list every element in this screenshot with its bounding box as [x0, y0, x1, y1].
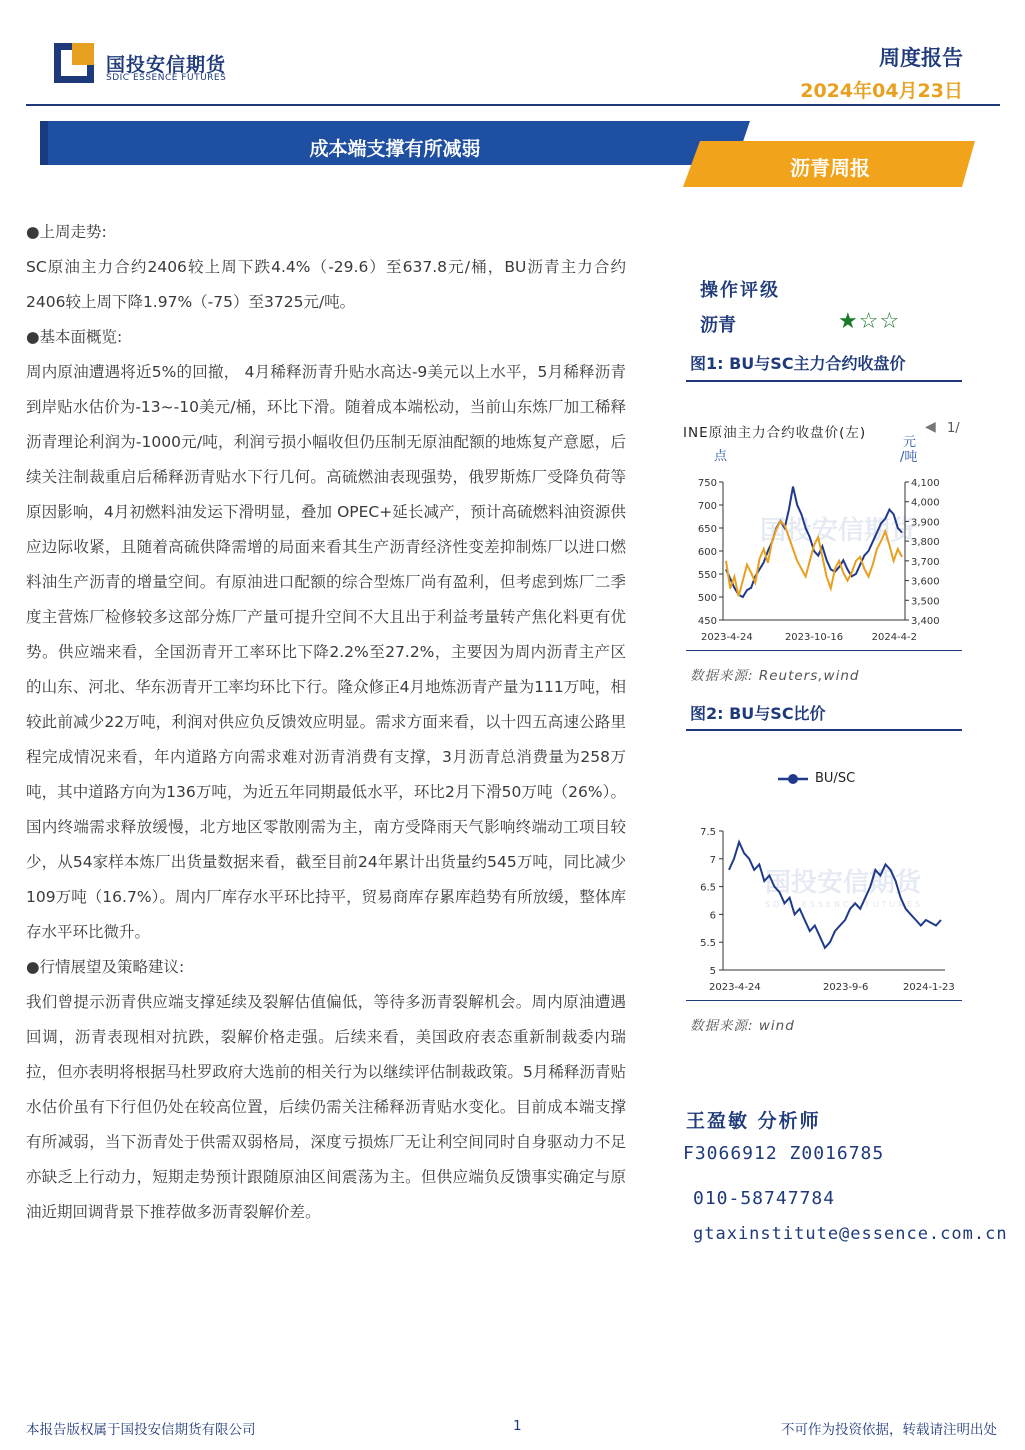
- chart2-y-tick-label: 5: [709, 966, 716, 977]
- figure1-right-unit-2: /吨: [900, 450, 918, 465]
- paragraph-last-week: SC原油主力合约2406较上周下跌4.4%（-29.6）至637.8元/桶，BU沥青主力合约2406较上周下降1.97%（-75）至3725元/吨。: [26, 258, 626, 311]
- rating-item-label: 沥青: [700, 315, 736, 336]
- chart1-left-tick-label: 600: [697, 547, 717, 558]
- chart1-x-tick-label: 2023-4-24: [701, 632, 753, 643]
- figure1-top-rule: [686, 380, 962, 382]
- chart1-right-tick-label: 4,000: [911, 497, 940, 509]
- chart1-right-tick-label: 3,500: [911, 596, 940, 608]
- figure1-legend-left: INE原油主力合约收盘价(左): [683, 425, 867, 441]
- figure1-watermark: 国投安信期货: [760, 516, 917, 546]
- figure1-source: 数据来源: Reuters,wind: [690, 668, 860, 684]
- logo-chinese-name: 国投安信期货: [106, 54, 227, 76]
- legend-prev-arrow-icon[interactable]: ◀: [925, 419, 936, 435]
- chart1-left-tick-label: 700: [697, 501, 717, 512]
- footer-page-number: 1: [513, 1418, 522, 1434]
- chart1-right-tick-label: 3,700: [911, 556, 940, 568]
- report-title: 成本端支撑有所减弱: [309, 138, 481, 160]
- report-type: 周度报告: [879, 46, 963, 70]
- company-logo-icon: [54, 43, 94, 83]
- figure2-legend-label: BU/SC: [815, 771, 856, 786]
- chart2-y-tick-label: 5.5: [700, 938, 716, 950]
- figure2-bottom-rule: [686, 1000, 962, 1001]
- report-body: [26, 215, 626, 1230]
- chart2-y-tick-label: 6: [709, 910, 716, 922]
- chart2-x-tick-label: 2023-4-24: [709, 982, 761, 993]
- chart1-left-tick-label: 750: [697, 478, 717, 489]
- chart1-right-tick-label: 4,100: [911, 478, 940, 489]
- chart1-right-tick-label: 3,600: [911, 576, 940, 588]
- footer-copyright: 本报告版权属于国投安信期货有限公司: [26, 1422, 256, 1438]
- paragraph-outlook: 我们曾提示沥青供应端支撑延续及裂解估值偏低，等待多沥青裂解机会。周内原油遭遇回调，沥青表现相对抗跌，裂解价格走强。后续来看，美国政府表态重新制裁委内瑞拉，但亦表明将根据马杜罗政府大选前的相关行为以继续评估制裁政策。5月稀释沥青贴水估价虽有下行但仍处在较高位置，后续仍需关注稀释沥青贴水变化。目前成本端支撑有所减弱，当下沥青处于供需双弱格局，深度亏损炼厂无让利空间同时自身驱动力不足亦缺乏上行动力，短期走势预计跟随原油区间震荡为主。但供应端负反馈事实确定与原油近期回调背景下推荐做多沥青裂解价差。: [26, 993, 626, 1221]
- chart1-right-tick-label: 3,900: [911, 517, 940, 529]
- figure1-legend-page: 1/: [947, 421, 960, 436]
- logo-english-name: SDIC ESSENCE FUTURES: [106, 73, 227, 83]
- chart2-y-tick-label: 7.5: [700, 827, 716, 838]
- figure2-title: 图2: BU与SC比价: [690, 704, 826, 723]
- figure1-line-chart: [683, 470, 963, 650]
- section-heading-last-week: ●上周走势:: [26, 223, 107, 241]
- analyst-license: F3066912 Z0016785: [683, 1143, 885, 1164]
- figure1-right-unit-1: 元: [903, 435, 917, 450]
- report-category-tag: 沥青周报: [790, 156, 870, 180]
- header-divider: [26, 104, 1000, 106]
- chart1-right-tick-label: 3,400: [911, 616, 940, 627]
- figure1-title: 图1: BU与SC主力合约收盘价: [690, 354, 906, 373]
- figure1-left-unit: 点: [714, 449, 728, 464]
- chart1-x-tick-label: 2024-4-2: [871, 632, 917, 643]
- figure2-source: 数据来源: wind: [690, 1018, 795, 1034]
- chart2-y-tick-label: 7: [709, 854, 716, 866]
- analyst-email[interactable]: gtaxinstitute@essence.com.cn: [693, 1224, 1008, 1244]
- analyst-name: 王盈敏 分析师: [686, 1110, 821, 1132]
- figure2-line-chart: [683, 815, 963, 1000]
- figure2-legend-marker-icon: [778, 772, 808, 786]
- report-date: 2024年04月23日: [800, 80, 963, 102]
- paragraph-fundamentals: 周内原油遭遇将近5%的回撤， 4月稀释沥青升贴水高达-9美元以上水平，5月稀释沥青到岸贴水估价为-13~-10美元/桶，环比下滑。随着成本端松动，当前山东炼厂加工稀释沥青理论利润为-1000元/吨，利润亏损小幅收但仍压制无原油配额的地炼复产意愿，后续关注制裁重启后稀释沥青贴水下行几何。高硫燃油表现强势，俄罗斯炼厂受降负荷等原因影响，4月初燃料油发运下滑明显，叠加 OPEC+延长减产，预计高硫燃料油资源供应边际收紧，且随着高硫供降需增的局面来看其生产沥青经济性变差抑制炼厂以进口燃料油生产沥青的增量空间。有原油进口配额的综合型炼厂尚有盈利，但考虑到炼厂二季度主营炼厂检修较多这部分炼厂产量可提升空间不大且出于利益考量转产焦化料更有优势。供应端来看，全国沥青开工率环比下降2.2%至27.2%，主要因为周内沥青主产区的山东、河北、华东沥青开工率均环比下行。隆众修正4月地炼沥青产量为111万吨，相较此前减少22万吨，利润对供应负反馈效应明显。需求方面来看，以十四五高速公路里程完成情况来看，年内道路方向需求难对沥青消费有支撑，3月沥青总消费量为258万吨，其中道路方向为136万吨，为近五年同期最低水平，环比2月下滑50万吨（26%）。国内终端需求释放缓慢，北方地区零散刚需为主，南方受降雨天气影响终端动工项目较少，从54家样本炼厂出货量数据来看，截至目前24年累计出货量约545万吨，同比减少109万吨（16.7%）。周内厂库存水平环比持平，贸易商库存累库趋势有所放缓，整体库存水平环比微升。: [26, 363, 626, 941]
- chart2-y-tick-label: 6.5: [700, 882, 716, 894]
- section-heading-fundamentals: ●基本面概览:: [26, 328, 123, 346]
- chart1-left-tick-label: 550: [697, 570, 717, 581]
- chart1-series-line: [726, 487, 902, 597]
- chart1-x-tick-label: 2023-10-16: [784, 632, 844, 643]
- section-heading-outlook: ●行情展望及策略建议:: [26, 958, 185, 976]
- footer-disclaimer: 不可作为投资依据，转载请注明出处: [781, 1422, 997, 1438]
- analyst-phone: 010-58747784: [693, 1188, 836, 1209]
- chart1-right-tick-label: 3,800: [911, 537, 940, 549]
- chart1-left-tick-label: 450: [697, 616, 717, 627]
- figure1-bottom-rule: [686, 650, 962, 651]
- chart2-x-tick-label: 2023-9-6: [823, 982, 869, 993]
- chart1-left-tick-label: 650: [697, 524, 717, 535]
- figure2-top-rule: [686, 729, 962, 731]
- chart1-left-tick-label: 500: [697, 593, 717, 604]
- rating-stars-icon: ★☆☆: [838, 309, 901, 334]
- rating-title: 操作评级: [700, 280, 780, 301]
- figure2-watermark: 国投安信期货: [765, 868, 922, 898]
- chart2-series-line: [729, 842, 941, 948]
- figure2-watermark-en: SDIC ESSENCE FUTURES: [765, 900, 924, 909]
- chart2-x-tick-label: 2024-1-23: [903, 982, 955, 993]
